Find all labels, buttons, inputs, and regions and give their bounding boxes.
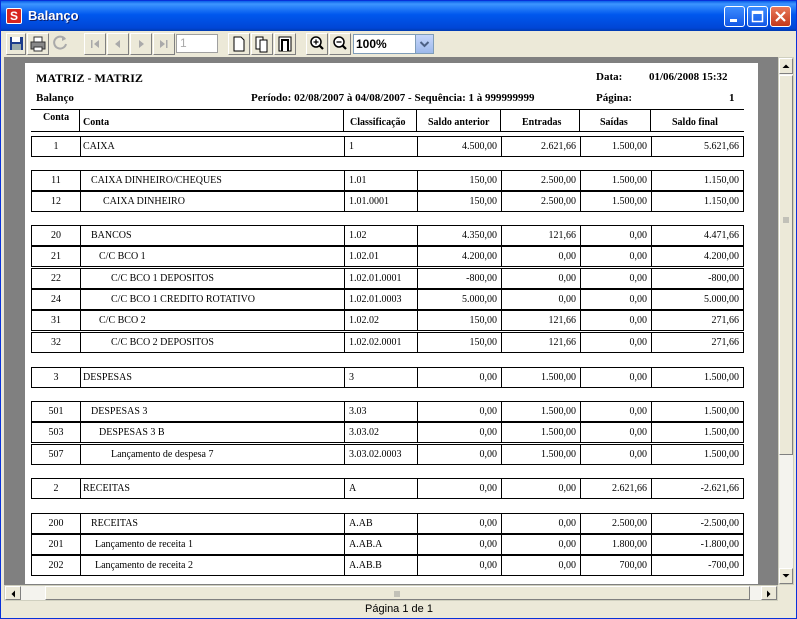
cell-saldo-anterior: 150,00 bbox=[417, 311, 501, 330]
cell-conta: 11 bbox=[51, 175, 61, 186]
print-button[interactable] bbox=[27, 33, 49, 55]
cell-saldo-final: 271,66 bbox=[651, 311, 743, 330]
zoom-in-icon bbox=[307, 34, 327, 54]
minimize-button[interactable] bbox=[724, 6, 745, 27]
cell-conta: 201 bbox=[48, 539, 64, 550]
cell-classificacao: A.AB.A bbox=[344, 535, 417, 554]
last-page-button[interactable] bbox=[153, 33, 175, 55]
report-name: Balanço bbox=[36, 92, 74, 104]
cell-saldo-final: 1.150,00 bbox=[651, 192, 743, 211]
cell-conta: 3 bbox=[53, 372, 59, 383]
cell-conta: 1 bbox=[53, 141, 59, 152]
cell-saldo-final: 1.500,00 bbox=[651, 445, 743, 464]
cell-conta: 2 bbox=[53, 483, 59, 494]
cell-entradas: 121,66 bbox=[501, 333, 580, 352]
table-row bbox=[31, 513, 744, 534]
title-bar[interactable] bbox=[1, 1, 796, 31]
cell-conta: 31 bbox=[51, 315, 61, 326]
col-header-saidas: Saídas bbox=[600, 117, 628, 128]
cell-saldo-final: 4.200,00 bbox=[651, 247, 743, 266]
cell-saldo-anterior: 0,00 bbox=[417, 402, 501, 421]
cell-conta: 32 bbox=[51, 337, 61, 348]
cell-saldo-final: -2.621,66 bbox=[651, 479, 743, 498]
cell-nome: DESPESAS 3 B bbox=[80, 423, 344, 442]
grip-icon bbox=[780, 76, 792, 454]
cell-saidas: 0,00 bbox=[580, 423, 651, 442]
cell-entradas: 2.500,00 bbox=[501, 192, 580, 211]
cell-saldo-anterior: 4.500,00 bbox=[417, 137, 501, 156]
cell-nome: CAIXA DINHEIRO/CHEQUES bbox=[80, 171, 344, 190]
minimize-icon bbox=[725, 7, 744, 26]
close-button[interactable] bbox=[770, 6, 791, 27]
cell-conta: 507 bbox=[48, 449, 64, 460]
cell-classificacao: 1.02.01 bbox=[344, 247, 417, 266]
cell-classificacao: 3 bbox=[344, 368, 417, 387]
status-bar: Página 1 de 1 bbox=[365, 603, 433, 615]
cell-entradas: 1.500,00 bbox=[501, 445, 580, 464]
next-page-button[interactable] bbox=[130, 33, 152, 55]
cell-saidas: 0,00 bbox=[580, 333, 651, 352]
cell-entradas: 121,66 bbox=[501, 226, 580, 245]
cell-saidas: 700,00 bbox=[580, 556, 651, 575]
cell-saldo-final: -2.500,00 bbox=[651, 514, 743, 533]
cell-nome: Lançamento de receita 2 bbox=[80, 556, 344, 575]
arrow-right-icon bbox=[762, 588, 776, 600]
cell-saidas: 0,00 bbox=[580, 368, 651, 387]
cell-nome: C/C BCO 1 bbox=[80, 247, 344, 266]
col-header-conta-id: Conta bbox=[43, 112, 70, 123]
cell-nome: C/C BCO 1 CREDITO ROTATIVO bbox=[80, 290, 344, 309]
cell-entradas: 1.500,00 bbox=[501, 402, 580, 421]
cell-saidas: 0,00 bbox=[580, 269, 651, 288]
cell-saidas: 1.500,00 bbox=[580, 171, 651, 190]
refresh-icon bbox=[51, 33, 71, 53]
cell-classificacao: A bbox=[344, 479, 417, 498]
close-icon bbox=[771, 7, 790, 26]
cell-saldo-anterior: 0,00 bbox=[417, 556, 501, 575]
cell-entradas: 0,00 bbox=[501, 269, 580, 288]
save-icon bbox=[7, 34, 25, 54]
cell-saidas: 0,00 bbox=[580, 311, 651, 330]
cell-saidas: 1.500,00 bbox=[580, 137, 651, 156]
refresh-button[interactable] bbox=[51, 33, 73, 55]
cell-conta: 22 bbox=[51, 273, 61, 284]
cell-classificacao: 3.03.02.0003 bbox=[344, 445, 417, 464]
cell-saldo-final: 1.500,00 bbox=[651, 423, 743, 442]
cell-saidas: 0,00 bbox=[580, 247, 651, 266]
cell-saidas: 0,00 bbox=[580, 402, 651, 421]
cell-saldo-anterior: 0,00 bbox=[417, 445, 501, 464]
zoom-out-icon bbox=[330, 34, 350, 54]
col-header-saldo-final: Saldo final bbox=[672, 117, 718, 128]
scroll-right-button[interactable] bbox=[761, 586, 777, 600]
cell-entradas: 0,00 bbox=[501, 290, 580, 309]
cell-entradas: 0,00 bbox=[501, 247, 580, 266]
page-width-button[interactable] bbox=[274, 33, 296, 55]
arrow-down-icon bbox=[780, 569, 792, 583]
cell-entradas: 0,00 bbox=[501, 535, 580, 554]
cell-conta: 202 bbox=[48, 560, 64, 571]
vertical-scrollbar[interactable] bbox=[778, 57, 794, 585]
single-page-icon bbox=[229, 34, 249, 54]
table-row bbox=[31, 444, 744, 465]
cell-saldo-final: -800,00 bbox=[651, 269, 743, 288]
cell-saldo-anterior: 5.000,00 bbox=[417, 290, 501, 309]
table-row bbox=[31, 555, 744, 576]
cell-conta: 503 bbox=[48, 427, 64, 438]
cell-saldo-final: 271,66 bbox=[651, 333, 743, 352]
table-row bbox=[31, 225, 744, 246]
app-icon: S bbox=[6, 8, 22, 24]
zoom-in-button[interactable] bbox=[306, 33, 328, 55]
cell-nome: C/C BCO 2 DEPOSITOS bbox=[80, 333, 344, 352]
report-period: Período: 02/08/2007 à 04/08/2007 - Sequência: 1 à 999999999 bbox=[251, 92, 535, 104]
cell-classificacao: A.AB.B bbox=[344, 556, 417, 575]
cell-classificacao: 1.02.02 bbox=[344, 311, 417, 330]
zoom-dropdown-button[interactable] bbox=[415, 35, 433, 53]
cell-classificacao: A.AB bbox=[344, 514, 417, 533]
page-label: Página: bbox=[596, 92, 633, 104]
report-page bbox=[25, 63, 758, 585]
table-row bbox=[31, 422, 744, 443]
arrow-up-icon bbox=[780, 59, 792, 73]
cell-saldo-final: 4.471,66 bbox=[651, 226, 743, 245]
company-name: MATRIZ - MATRIZ bbox=[36, 71, 143, 85]
cell-entradas: 121,66 bbox=[501, 311, 580, 330]
cell-saidas: 0,00 bbox=[580, 226, 651, 245]
cell-conta: 501 bbox=[48, 406, 64, 417]
table-row bbox=[31, 289, 744, 310]
scroll-up-button[interactable] bbox=[779, 58, 793, 74]
table-row bbox=[31, 191, 744, 212]
two-page-icon bbox=[252, 34, 272, 54]
cell-conta: 21 bbox=[51, 251, 61, 262]
cell-nome: C/C BCO 1 DEPOSITOS bbox=[80, 269, 344, 288]
cell-entradas: 2.621,66 bbox=[501, 137, 580, 156]
page-number-input[interactable]: 1 bbox=[176, 34, 218, 53]
table-row bbox=[31, 478, 744, 499]
cell-nome: BANCOS bbox=[80, 226, 344, 245]
table-row bbox=[31, 367, 744, 388]
maximize-icon bbox=[748, 7, 767, 26]
cell-classificacao: 1.02 bbox=[344, 226, 417, 245]
table-row bbox=[31, 268, 744, 289]
cell-saldo-anterior: 0,00 bbox=[417, 479, 501, 498]
cell-saldo-anterior: 150,00 bbox=[417, 333, 501, 352]
horizontal-scroll-thumb[interactable] bbox=[45, 586, 750, 600]
cell-nome: RECEITAS bbox=[80, 514, 344, 533]
zoom-value: 100% bbox=[356, 37, 387, 51]
print-icon bbox=[28, 34, 48, 54]
arrow-left-icon bbox=[6, 588, 20, 600]
cell-saldo-anterior: 0,00 bbox=[417, 514, 501, 533]
prev-page-button[interactable] bbox=[107, 33, 129, 55]
cell-saldo-anterior: 4.200,00 bbox=[417, 247, 501, 266]
horizontal-scrollbar[interactable] bbox=[4, 585, 778, 601]
cell-entradas: 1.500,00 bbox=[501, 368, 580, 387]
cell-saldo-anterior: 0,00 bbox=[417, 535, 501, 554]
cell-classificacao: 1 bbox=[344, 137, 417, 156]
date-label: Data: bbox=[596, 71, 623, 83]
cell-classificacao: 1.02.01.0003 bbox=[344, 290, 417, 309]
cell-classificacao: 1.02.02.0001 bbox=[344, 333, 417, 352]
cell-saidas: 2.621,66 bbox=[580, 479, 651, 498]
table-row bbox=[31, 246, 744, 267]
prev-page-icon bbox=[108, 34, 128, 54]
table-row bbox=[31, 332, 744, 353]
single-page-button[interactable] bbox=[228, 33, 250, 55]
cell-saldo-anterior: 0,00 bbox=[417, 368, 501, 387]
cell-saldo-anterior: -800,00 bbox=[417, 269, 501, 288]
cell-nome: DESPESAS bbox=[80, 368, 344, 387]
cell-entradas: 1.500,00 bbox=[501, 423, 580, 442]
page-width-icon bbox=[275, 34, 295, 54]
toolbar bbox=[4, 31, 794, 57]
col-header-classificacao: Classificação bbox=[350, 117, 406, 128]
cell-saidas: 2.500,00 bbox=[580, 514, 651, 533]
cell-nome: Lançamento de receita 1 bbox=[80, 535, 344, 554]
table-row bbox=[31, 401, 744, 422]
col-header-entradas: Entradas bbox=[522, 117, 562, 128]
cell-saldo-anterior: 150,00 bbox=[417, 192, 501, 211]
cell-conta: 12 bbox=[51, 196, 61, 207]
cell-classificacao: 1.01 bbox=[344, 171, 417, 190]
cell-saldo-final: -1.800,00 bbox=[651, 535, 743, 554]
report-preview-area[interactable] bbox=[4, 57, 778, 585]
table-row bbox=[31, 170, 744, 191]
cell-saldo-anterior: 4.350,00 bbox=[417, 226, 501, 245]
zoom-select[interactable] bbox=[353, 34, 434, 54]
table-row bbox=[31, 534, 744, 555]
cell-nome: Lançamento de despesa 7 bbox=[80, 445, 344, 464]
scroll-down-button[interactable] bbox=[779, 568, 793, 584]
cell-saldo-anterior: 0,00 bbox=[417, 423, 501, 442]
vertical-scroll-thumb[interactable] bbox=[779, 75, 793, 455]
grip-icon bbox=[46, 588, 749, 600]
cell-saldo-final: 1.500,00 bbox=[651, 402, 743, 421]
page-value: 1 bbox=[729, 92, 735, 104]
cell-classificacao: 1.02.01.0001 bbox=[344, 269, 417, 288]
dropdown-arrow-icon bbox=[416, 35, 433, 53]
cell-nome: CAIXA DINHEIRO bbox=[80, 192, 344, 211]
col-header-conta-name: Conta bbox=[83, 117, 110, 128]
cell-saldo-final: 5.621,66 bbox=[651, 137, 743, 156]
cell-classificacao: 1.01.0001 bbox=[344, 192, 417, 211]
cell-nome: DESPESAS 3 bbox=[80, 402, 344, 421]
cell-saidas: 1.500,00 bbox=[580, 192, 651, 211]
cell-conta: 200 bbox=[48, 518, 64, 529]
two-page-button[interactable] bbox=[251, 33, 273, 55]
cell-nome: RECEITAS bbox=[80, 479, 344, 498]
cell-nome: CAIXA bbox=[80, 137, 344, 156]
cell-classificacao: 3.03 bbox=[344, 402, 417, 421]
save-button[interactable] bbox=[6, 33, 26, 55]
first-page-button[interactable] bbox=[84, 33, 106, 55]
cell-conta: 24 bbox=[51, 294, 61, 305]
cell-conta: 20 bbox=[51, 230, 61, 241]
scroll-left-button[interactable] bbox=[5, 586, 21, 600]
cell-entradas: 0,00 bbox=[501, 479, 580, 498]
cell-nome: C/C BCO 2 bbox=[80, 311, 344, 330]
cell-entradas: 0,00 bbox=[501, 556, 580, 575]
cell-entradas: 0,00 bbox=[501, 514, 580, 533]
cell-entradas: 2.500,00 bbox=[501, 171, 580, 190]
cell-saldo-final: 1.150,00 bbox=[651, 171, 743, 190]
cell-saidas: 0,00 bbox=[580, 290, 651, 309]
col-header-saldo-anterior: Saldo anterior bbox=[428, 117, 490, 128]
zoom-out-button[interactable] bbox=[329, 33, 351, 55]
window-title: Balanço bbox=[28, 8, 79, 23]
date-value: 01/06/2008 15:32 bbox=[649, 71, 728, 83]
cell-saidas: 0,00 bbox=[580, 445, 651, 464]
table-row bbox=[31, 310, 744, 331]
next-page-icon bbox=[131, 34, 151, 54]
cell-saldo-final: 5.000,00 bbox=[651, 290, 743, 309]
cell-saldo-final: 1.500,00 bbox=[651, 368, 743, 387]
last-page-icon bbox=[154, 34, 174, 54]
cell-classificacao: 3.03.02 bbox=[344, 423, 417, 442]
first-page-icon bbox=[85, 34, 105, 54]
cell-saidas: 1.800,00 bbox=[580, 535, 651, 554]
cell-saldo-final: -700,00 bbox=[651, 556, 743, 575]
maximize-button[interactable] bbox=[747, 6, 768, 27]
cell-saldo-anterior: 150,00 bbox=[417, 171, 501, 190]
table-row bbox=[31, 136, 744, 157]
